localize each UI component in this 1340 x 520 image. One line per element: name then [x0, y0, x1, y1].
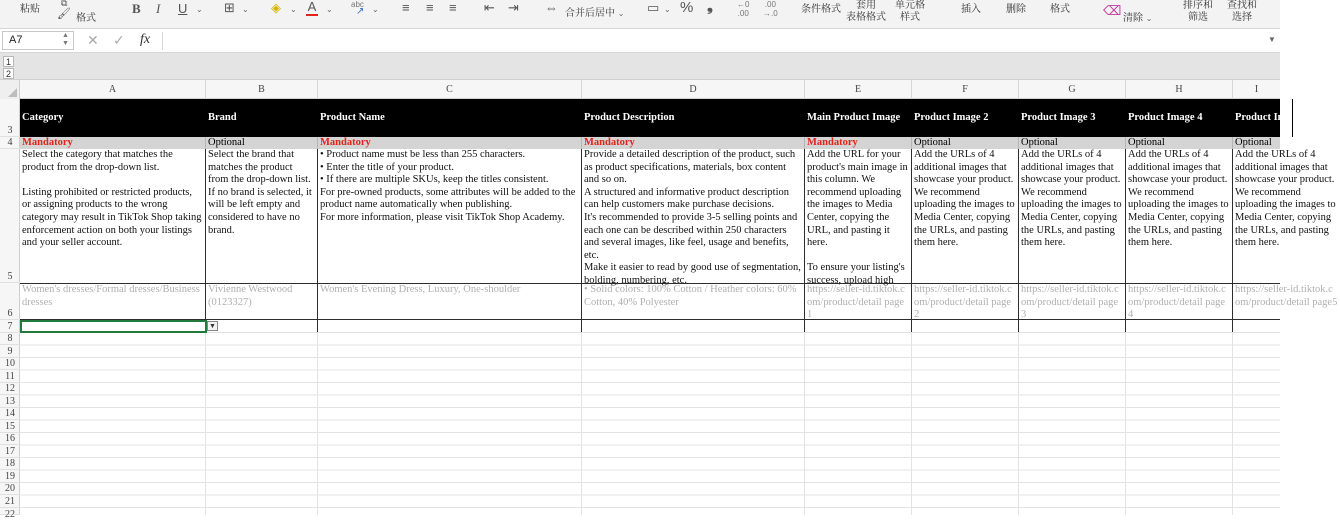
- sort-filter-line2: 筛选: [1188, 12, 1208, 23]
- grid-line: [317, 333, 318, 515]
- row-header-22[interactable]: [0, 508, 20, 520]
- paste-button[interactable]: 粘贴: [20, 4, 40, 15]
- grid-line: [911, 333, 912, 515]
- font-color-dropdown[interactable]: ⌄: [326, 5, 333, 14]
- select-all-triangle-icon: [8, 88, 17, 97]
- description-cell[interactable]: Add the URLs of 4 additional images that showcase your product. We recommend uploading the images to Media Center, copying the URLs, and pasting them here.: [1235, 149, 1339, 249]
- comma-style-button[interactable]: ❟: [707, 0, 713, 15]
- row-header-4-label: 4: [7, 137, 13, 148]
- cell-style-button[interactable]: [895, 0, 925, 24]
- row-header-14[interactable]: [0, 408, 20, 420]
- example-cell[interactable]: https://seller-id.tiktok.com/product/detail page4: [1126, 284, 1233, 319]
- eraser-icon[interactable]: ⌫: [1103, 3, 1122, 18]
- column-header-i[interactable]: I: [1254, 84, 1259, 95]
- requirement-cell[interactable]: Optional: [912, 137, 1019, 149]
- example-cell[interactable]: Women's dresses/Formal dresses/Business dresses: [20, 284, 206, 319]
- increase-indent-icon[interactable]: ⇥: [508, 0, 519, 15]
- italic-button[interactable]: I: [156, 1, 161, 16]
- row-header-4[interactable]: [0, 137, 20, 149]
- header-cell-image-4[interactable]: Product Image 4: [1126, 99, 1233, 137]
- orientation-dropdown[interactable]: ⌄: [372, 5, 379, 14]
- row-header-16[interactable]: [0, 433, 20, 445]
- empty-grid-area[interactable]: [20, 333, 1280, 515]
- header-cell-main-image[interactable]: Main Product Image: [805, 99, 912, 137]
- grid-line: [1125, 333, 1126, 515]
- row-header-11[interactable]: [0, 370, 20, 383]
- header-cell-brand[interactable]: Brand: [206, 99, 318, 137]
- name-box[interactable]: A7: [2, 31, 74, 50]
- grid-line: [1018, 333, 1019, 515]
- example-cell[interactable]: Women's Evening Dress, Luxury, One-shoulder: [318, 284, 582, 319]
- cell-c7[interactable]: [318, 320, 582, 332]
- row-header-20-label: 20: [5, 483, 15, 494]
- expand-formula-bar-icon[interactable]: ▼: [1268, 35, 1276, 44]
- row-header-11-label: 11: [5, 371, 15, 382]
- row-header-13-label: 13: [5, 396, 15, 407]
- grid-line: [581, 333, 582, 515]
- row-header-7-label: 7: [7, 321, 13, 332]
- decrease-indent-icon[interactable]: ⇤: [484, 0, 495, 15]
- grid-line: [1232, 333, 1233, 515]
- name-box-stepper-icon[interactable]: ▲ ▼: [62, 32, 69, 47]
- table-format-line2: 表格格式: [846, 12, 886, 23]
- description-cell[interactable]: Add the URLs of 4 additional images that showcase your product. We recommend uploading the images to Media Center, copying the URLs, and pasting them here.: [912, 149, 1019, 283]
- row-header-5-label: 5: [7, 271, 13, 282]
- row-header-18[interactable]: [0, 458, 20, 470]
- align-right-icon[interactable]: ≡: [449, 0, 457, 15]
- header-cell-product-description[interactable]: Product Description: [582, 99, 805, 137]
- currency-format-icon[interactable]: ▭: [647, 0, 660, 15]
- table-format-button[interactable]: [846, 0, 886, 24]
- description-cell[interactable]: Add the URL for your product's main image in this column. We recommend uploading the images to Media Center, copying the URL, and pasting it here. To ensure your listing's success, upload high: [805, 149, 912, 283]
- format-painter-button[interactable]: 格式: [76, 13, 96, 24]
- row-header-12[interactable]: [0, 383, 20, 395]
- orientation-icon[interactable]: ↗: [356, 6, 365, 17]
- column-headers: [0, 80, 1280, 99]
- merge-center-icon[interactable]: ⇔: [545, 0, 558, 15]
- column-header-e[interactable]: E: [805, 80, 912, 99]
- merge-center-button[interactable]: 合并后居中 ⌄: [565, 8, 625, 19]
- cell-style-line1: 单元格: [895, 0, 925, 11]
- row-header-8[interactable]: [0, 333, 20, 345]
- grid-line: [205, 333, 206, 515]
- cell-f7[interactable]: [912, 320, 1019, 332]
- font-color-icon[interactable]: A: [307, 0, 317, 14]
- find-select-button[interactable]: [1227, 0, 1257, 24]
- row-header-16-label: 16: [5, 433, 15, 444]
- column-header-h[interactable]: H: [1126, 80, 1233, 99]
- row-header-7[interactable]: [0, 320, 20, 333]
- row-header-15[interactable]: [0, 420, 20, 433]
- example-cell[interactable]: https://seller-id.tiktok.com/product/detail page2: [912, 284, 1019, 319]
- format-button[interactable]: 格式: [1050, 4, 1070, 15]
- find-select-line2: 选择: [1232, 12, 1252, 23]
- row-header-8-label: 8: [7, 333, 13, 344]
- outline-level-1-button[interactable]: 1: [3, 56, 14, 67]
- underline-button[interactable]: U: [178, 1, 188, 16]
- row-header-14-label: 14: [5, 408, 15, 419]
- fill-color-icon[interactable]: ◈: [271, 0, 281, 15]
- example-cell[interactable]: https://seller-id.tiktok.com/product/detail page5: [1235, 284, 1338, 308]
- currency-dropdown[interactable]: ⌄: [664, 5, 671, 14]
- cell-b7[interactable]: [206, 320, 318, 332]
- row-header-12-label: 12: [5, 383, 15, 394]
- fill-color-dropdown[interactable]: ⌄: [290, 5, 297, 14]
- header-cell-image-2[interactable]: Product Image 2: [912, 99, 1019, 137]
- row-header-10-label: 10: [5, 358, 15, 369]
- row-header-5[interactable]: [0, 149, 20, 283]
- row-header-10[interactable]: [0, 358, 20, 370]
- requirement-cell[interactable]: Mandatory: [318, 137, 582, 149]
- select-all-corner[interactable]: [0, 80, 20, 99]
- cell-g7[interactable]: [1019, 320, 1126, 332]
- percent-button[interactable]: %: [680, 0, 694, 16]
- row-header-21[interactable]: [0, 495, 20, 508]
- row-header-18-label: 18: [5, 458, 15, 469]
- insert-function-button[interactable]: fx: [140, 32, 151, 47]
- row-header-13[interactable]: [0, 395, 20, 408]
- cell-e7[interactable]: [805, 320, 912, 332]
- row-header-21-label: 21: [5, 496, 15, 507]
- row-header-17-label: 17: [5, 446, 15, 457]
- column-header-b[interactable]: B: [206, 80, 318, 99]
- increase-decimal-button[interactable]: [737, 0, 749, 18]
- formula-bar: [0, 29, 1280, 53]
- row-header-9-label: 9: [7, 346, 13, 357]
- align-left-icon[interactable]: ≡: [402, 0, 410, 15]
- column-header-g[interactable]: G: [1019, 80, 1126, 99]
- cell-h7[interactable]: [1126, 320, 1233, 332]
- description-cell[interactable]: Select the brand that matches the product from the drop-down list. If no brand is selected, it will be left empty and considered to have no brand.: [206, 149, 318, 283]
- row-headers: [0, 99, 20, 520]
- cell-d7[interactable]: [582, 320, 805, 332]
- requirement-cell[interactable]: Mandatory: [20, 137, 206, 149]
- validation-dropdown-button[interactable]: ▼: [207, 321, 218, 331]
- conditional-format-button[interactable]: 条件格式: [801, 4, 841, 15]
- bold-button[interactable]: B: [132, 1, 141, 16]
- formula-input[interactable]: [170, 33, 1260, 49]
- row-header-22-label: 22: [5, 509, 15, 520]
- clear-button[interactable]: 清除 ⌄: [1123, 13, 1153, 24]
- requirement-cell[interactable]: Mandatory: [582, 137, 805, 149]
- decrease-decimal-button[interactable]: [763, 0, 778, 18]
- outline-level-bar: [0, 53, 1280, 80]
- description-cell[interactable]: Provide a detailed description of the product, such as product specifications, materials, box content and so on. A structured and informative product description can help customers make purchase decisions. It's recommended to provide 3-5 selling points and each one can be described within 250 characters and several images, like feel, usage and benefits, etc. Make it easier to read by good use of segmentation, bolding, numbering, etc.: [582, 149, 805, 283]
- copy-icon[interactable]: ⧉: [61, 0, 68, 8]
- decrease-decimal-top: .00: [764, 0, 776, 9]
- cell-style-line2: 样式: [900, 12, 920, 23]
- delete-button[interactable]: 删除: [1006, 4, 1026, 15]
- header-cell-image-3[interactable]: Product Image 3: [1019, 99, 1126, 137]
- format-painter-icon[interactable]: 🖌: [57, 8, 71, 20]
- requirement-cell[interactable]: Optional: [1126, 137, 1233, 149]
- requirement-cell[interactable]: Mandatory: [805, 137, 912, 149]
- example-cell[interactable]: • Solid colors: 100% Cotton / Heather colors: 60% Cotton, 40% Polyester: [582, 284, 805, 319]
- requirement-row: [20, 137, 1280, 149]
- header-cell-image-5[interactable]: Product Im: [1233, 99, 1293, 137]
- description-row: [20, 149, 1339, 286]
- row-header-6[interactable]: [0, 283, 20, 320]
- increase-decimal-bottom: .00: [737, 9, 749, 18]
- row-header-20[interactable]: [0, 483, 20, 495]
- description-cell[interactable]: Add the URLs of 4 additional images that showcase your product. We recommend uploading the images to Media Center, copying the URLs, and pasting them here.: [1126, 149, 1233, 283]
- example-cell[interactable]: https://seller-id.tiktok.com/product/detail page3: [1019, 284, 1126, 319]
- row-header-6-label: 6: [7, 308, 13, 319]
- column-header-a[interactable]: A: [20, 80, 206, 99]
- column-header-f[interactable]: F: [912, 80, 1019, 99]
- sort-filter-line1: 排序和: [1183, 0, 1213, 11]
- requirement-cell[interactable]: Optional: [206, 137, 318, 149]
- worksheet-grid: [20, 99, 1339, 515]
- confirm-edit-icon[interactable]: ✓: [113, 32, 125, 48]
- requirement-cell[interactable]: Optional: [1235, 137, 1272, 148]
- increase-decimal-top: ←0: [737, 0, 750, 9]
- row-header-17[interactable]: [0, 445, 20, 458]
- decrease-decimal-bottom: →.0: [763, 9, 778, 18]
- row-header-3-label: 3: [7, 125, 13, 136]
- cancel-edit-icon[interactable]: ✕: [87, 32, 99, 48]
- example-row: [20, 283, 1338, 321]
- borders-dropdown[interactable]: ⌄: [242, 5, 249, 14]
- clear-label: 清除: [1123, 13, 1143, 24]
- outline-level-2-button[interactable]: 2: [3, 68, 14, 79]
- header-row: [20, 99, 1287, 137]
- insert-button[interactable]: 插入: [961, 4, 981, 15]
- cell-a7[interactable]: [20, 320, 206, 332]
- underline-dropdown[interactable]: ⌄: [196, 5, 203, 14]
- column-header-c[interactable]: C: [318, 80, 582, 99]
- text-direction-button[interactable]: abc: [351, 0, 364, 9]
- description-cell[interactable]: • Product name must be less than 255 characters. • Enter the title of your product. • If there are multiple SKUs, keep the titles consistent. For pre-owned products, some attributes will be added to the product name automatically when publishing. For more information, please visit TikTok Shop Academy.: [318, 149, 582, 283]
- row-header-3[interactable]: [0, 99, 20, 137]
- merge-center-label: 合并后居中: [565, 8, 615, 19]
- description-cell[interactable]: Select the category that matches the product from the drop-down list. Listing prohibited or restricted products, or assigning products to the wrong category may result in TikTok Shop taking enforcement action on both your listings and your seller account.: [20, 149, 206, 283]
- header-cell-product-name[interactable]: Product Name: [318, 99, 582, 137]
- row-header-19[interactable]: [0, 470, 20, 483]
- row-header-9[interactable]: [0, 345, 20, 358]
- header-cell-category[interactable]: Category: [20, 99, 206, 137]
- example-cell[interactable]: https://seller-id.tiktok.com/product/detail page1: [805, 284, 912, 319]
- requirement-cell[interactable]: Optional: [1019, 137, 1126, 149]
- sort-filter-button[interactable]: [1183, 0, 1213, 24]
- row-header-15-label: 15: [5, 421, 15, 432]
- grid-line: [804, 333, 805, 515]
- ribbon-toolbar: [0, 0, 1280, 29]
- row-header-19-label: 19: [5, 471, 15, 482]
- find-select-line1: 查找和: [1227, 0, 1257, 11]
- table-format-line1: 套用: [856, 0, 876, 11]
- formula-bar-divider: [162, 32, 163, 50]
- align-center-icon[interactable]: ≡: [426, 0, 434, 15]
- description-cell[interactable]: Add the URLs of 4 additional images that showcase your product. We recommend uploading the images to Media Center, copying the URLs, and pasting them here.: [1019, 149, 1126, 283]
- column-header-d[interactable]: D: [582, 80, 805, 99]
- borders-icon[interactable]: ⊞: [224, 0, 235, 15]
- example-cell[interactable]: Vivienne Westwood (0123327): [206, 284, 318, 319]
